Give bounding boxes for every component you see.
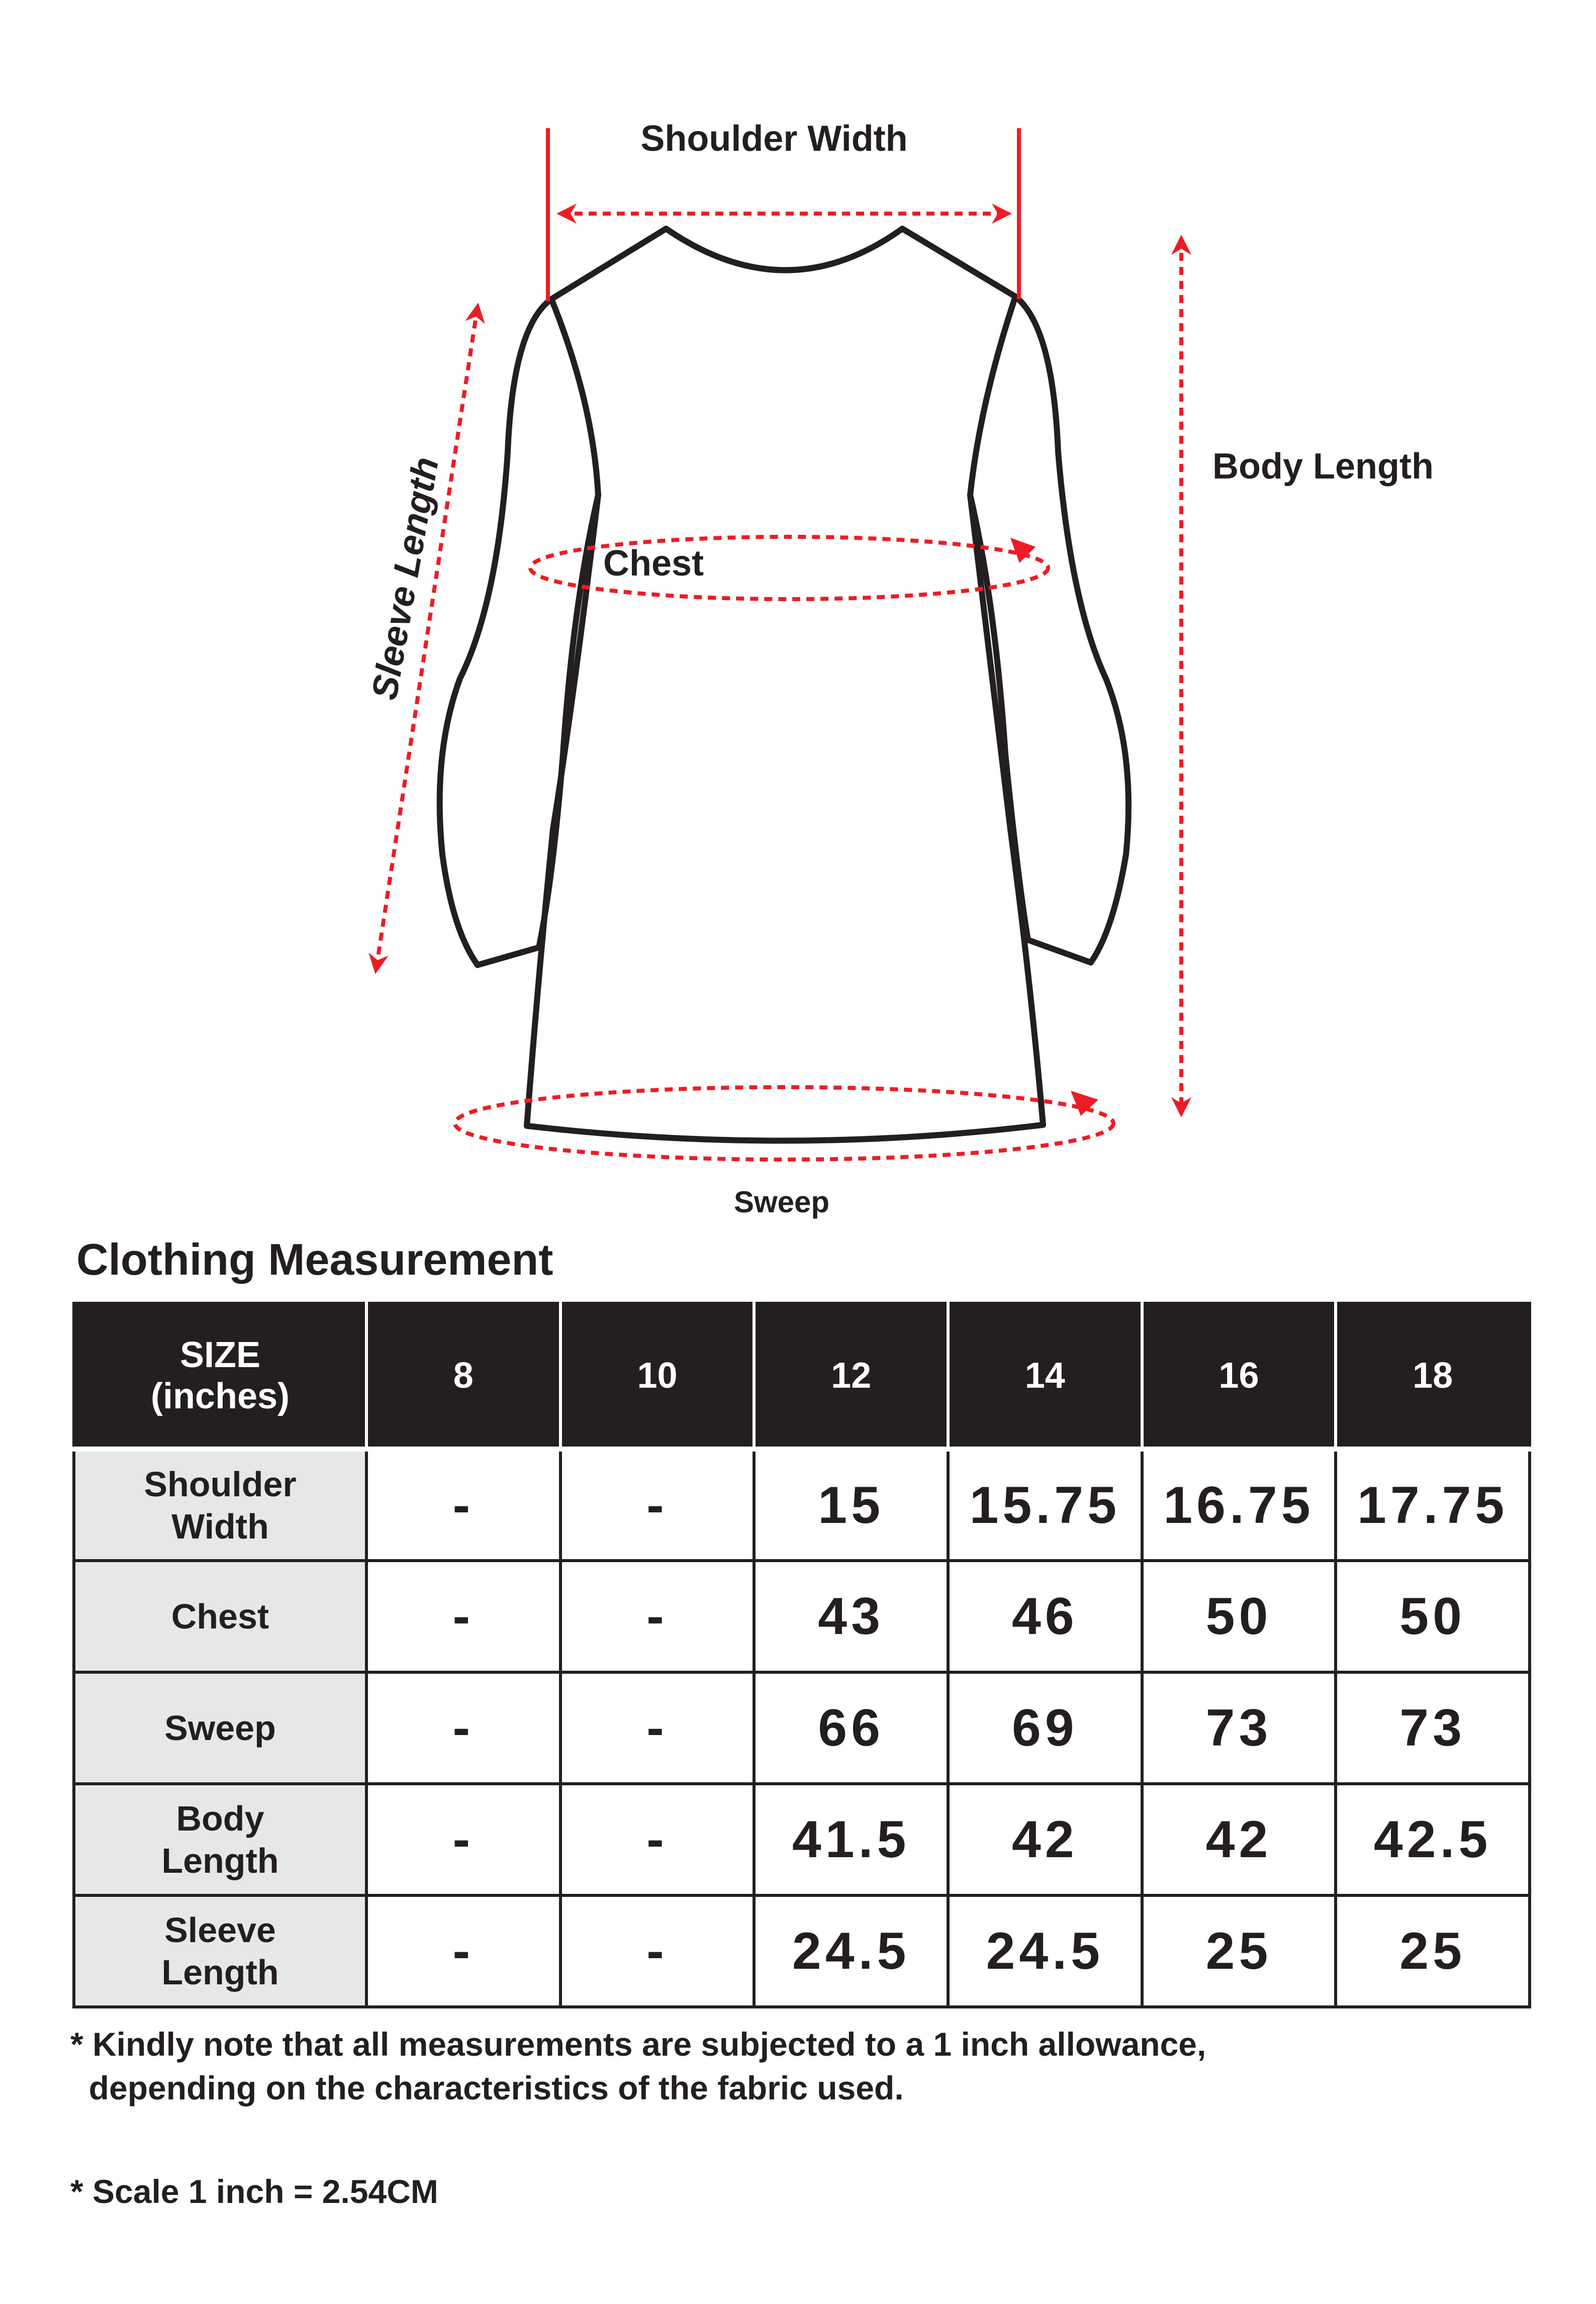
table-cell: - — [560, 1561, 755, 1672]
table-row — [74, 1895, 1530, 2007]
row-label-line2: Width — [171, 1507, 269, 1546]
table-row — [74, 1449, 1530, 1561]
table-cell: 42 — [1142, 1784, 1336, 1895]
table-cell: 50 — [1142, 1561, 1336, 1672]
table-cell: 73 — [1336, 1672, 1530, 1784]
table-cell: - — [366, 1449, 560, 1561]
row-label-sweep — [74, 1672, 366, 1784]
table-header-row — [74, 1303, 1530, 1449]
table-cell: 69 — [948, 1672, 1142, 1784]
table-cell: 25 — [1336, 1895, 1530, 2007]
table-cell: 73 — [1142, 1672, 1336, 1784]
table-cell: - — [366, 1561, 560, 1672]
dress-outline — [440, 229, 1129, 1141]
row-label-line1: Body — [176, 1799, 264, 1838]
table-cell: 43 — [754, 1561, 948, 1672]
table-cell: 17.75 — [1336, 1449, 1530, 1561]
table-cell: 25 — [1142, 1895, 1336, 2007]
table-cell: 15 — [754, 1449, 948, 1561]
chest-label: Chest — [603, 543, 704, 584]
sleeve-length-label: Sleeve Length — [364, 454, 447, 703]
table-title: Clothing Measurement — [76, 1234, 553, 1284]
size-header-cell — [74, 1303, 366, 1449]
allowance-note-line2: depending on the characteristics of the fabric used. — [70, 2069, 904, 2106]
scale-note: * Scale 1 inch = 2.54CM — [70, 2173, 438, 2210]
table-cell: - — [560, 1672, 755, 1784]
sweep-label: Sweep — [733, 1185, 830, 1219]
table-cell: - — [366, 1895, 560, 2007]
table-row — [74, 1672, 1530, 1784]
table-cell: - — [366, 1672, 560, 1784]
table-cell: - — [560, 1784, 755, 1895]
shoulder-width-label: Shoulder Width — [640, 119, 908, 159]
table-row — [74, 1784, 1530, 1895]
size-col-10: 10 — [560, 1303, 755, 1449]
body-length-label: Body Length — [1212, 446, 1434, 487]
row-label-line1: Shoulder — [144, 1465, 297, 1504]
size-col-16: 16 — [1142, 1303, 1336, 1449]
sweep-measure — [455, 1087, 1113, 1160]
table-cell: 42.5 — [1336, 1784, 1530, 1895]
size-header-line1: SIZE — [179, 1335, 261, 1375]
table-cell: 46 — [948, 1561, 1142, 1672]
table-row — [74, 1561, 1530, 1672]
table-cell: 42 — [948, 1784, 1142, 1895]
table-cell: 50 — [1336, 1561, 1530, 1672]
table-cell: 24.5 — [754, 1895, 948, 2007]
size-measurement-table — [72, 1302, 1531, 2008]
table-cell: 15.75 — [948, 1449, 1142, 1561]
table-cell: 16.75 — [1142, 1449, 1336, 1561]
row-label-line1: Chest — [171, 1597, 269, 1636]
table-cell: 41.5 — [754, 1784, 948, 1895]
size-col-14: 14 — [948, 1303, 1142, 1449]
table-cell: - — [366, 1784, 560, 1895]
table-cell: 66 — [754, 1672, 948, 1784]
table-cell: - — [560, 1895, 755, 2007]
size-header-line2: (inches) — [150, 1376, 290, 1416]
row-label-chest — [74, 1561, 366, 1672]
row-label-shoulder-width — [74, 1449, 366, 1561]
size-col-12: 12 — [754, 1303, 948, 1449]
row-label-body-length — [74, 1784, 366, 1895]
row-label-line1: Sweep — [164, 1708, 276, 1748]
size-col-18: 18 — [1336, 1303, 1530, 1449]
row-label-line2: Length — [161, 1953, 279, 1992]
row-label-sleeve-length — [74, 1895, 366, 2007]
allowance-note-line1: * Kindly note that all measurements are subjected to a 1 inch allowance, — [70, 2026, 1206, 2063]
table-cell: - — [560, 1449, 755, 1561]
row-label-line2: Length — [161, 1841, 279, 1880]
table-cell: 24.5 — [948, 1895, 1142, 2007]
size-col-8: 8 — [366, 1303, 560, 1449]
row-label-line1: Sleeve — [164, 1910, 276, 1950]
